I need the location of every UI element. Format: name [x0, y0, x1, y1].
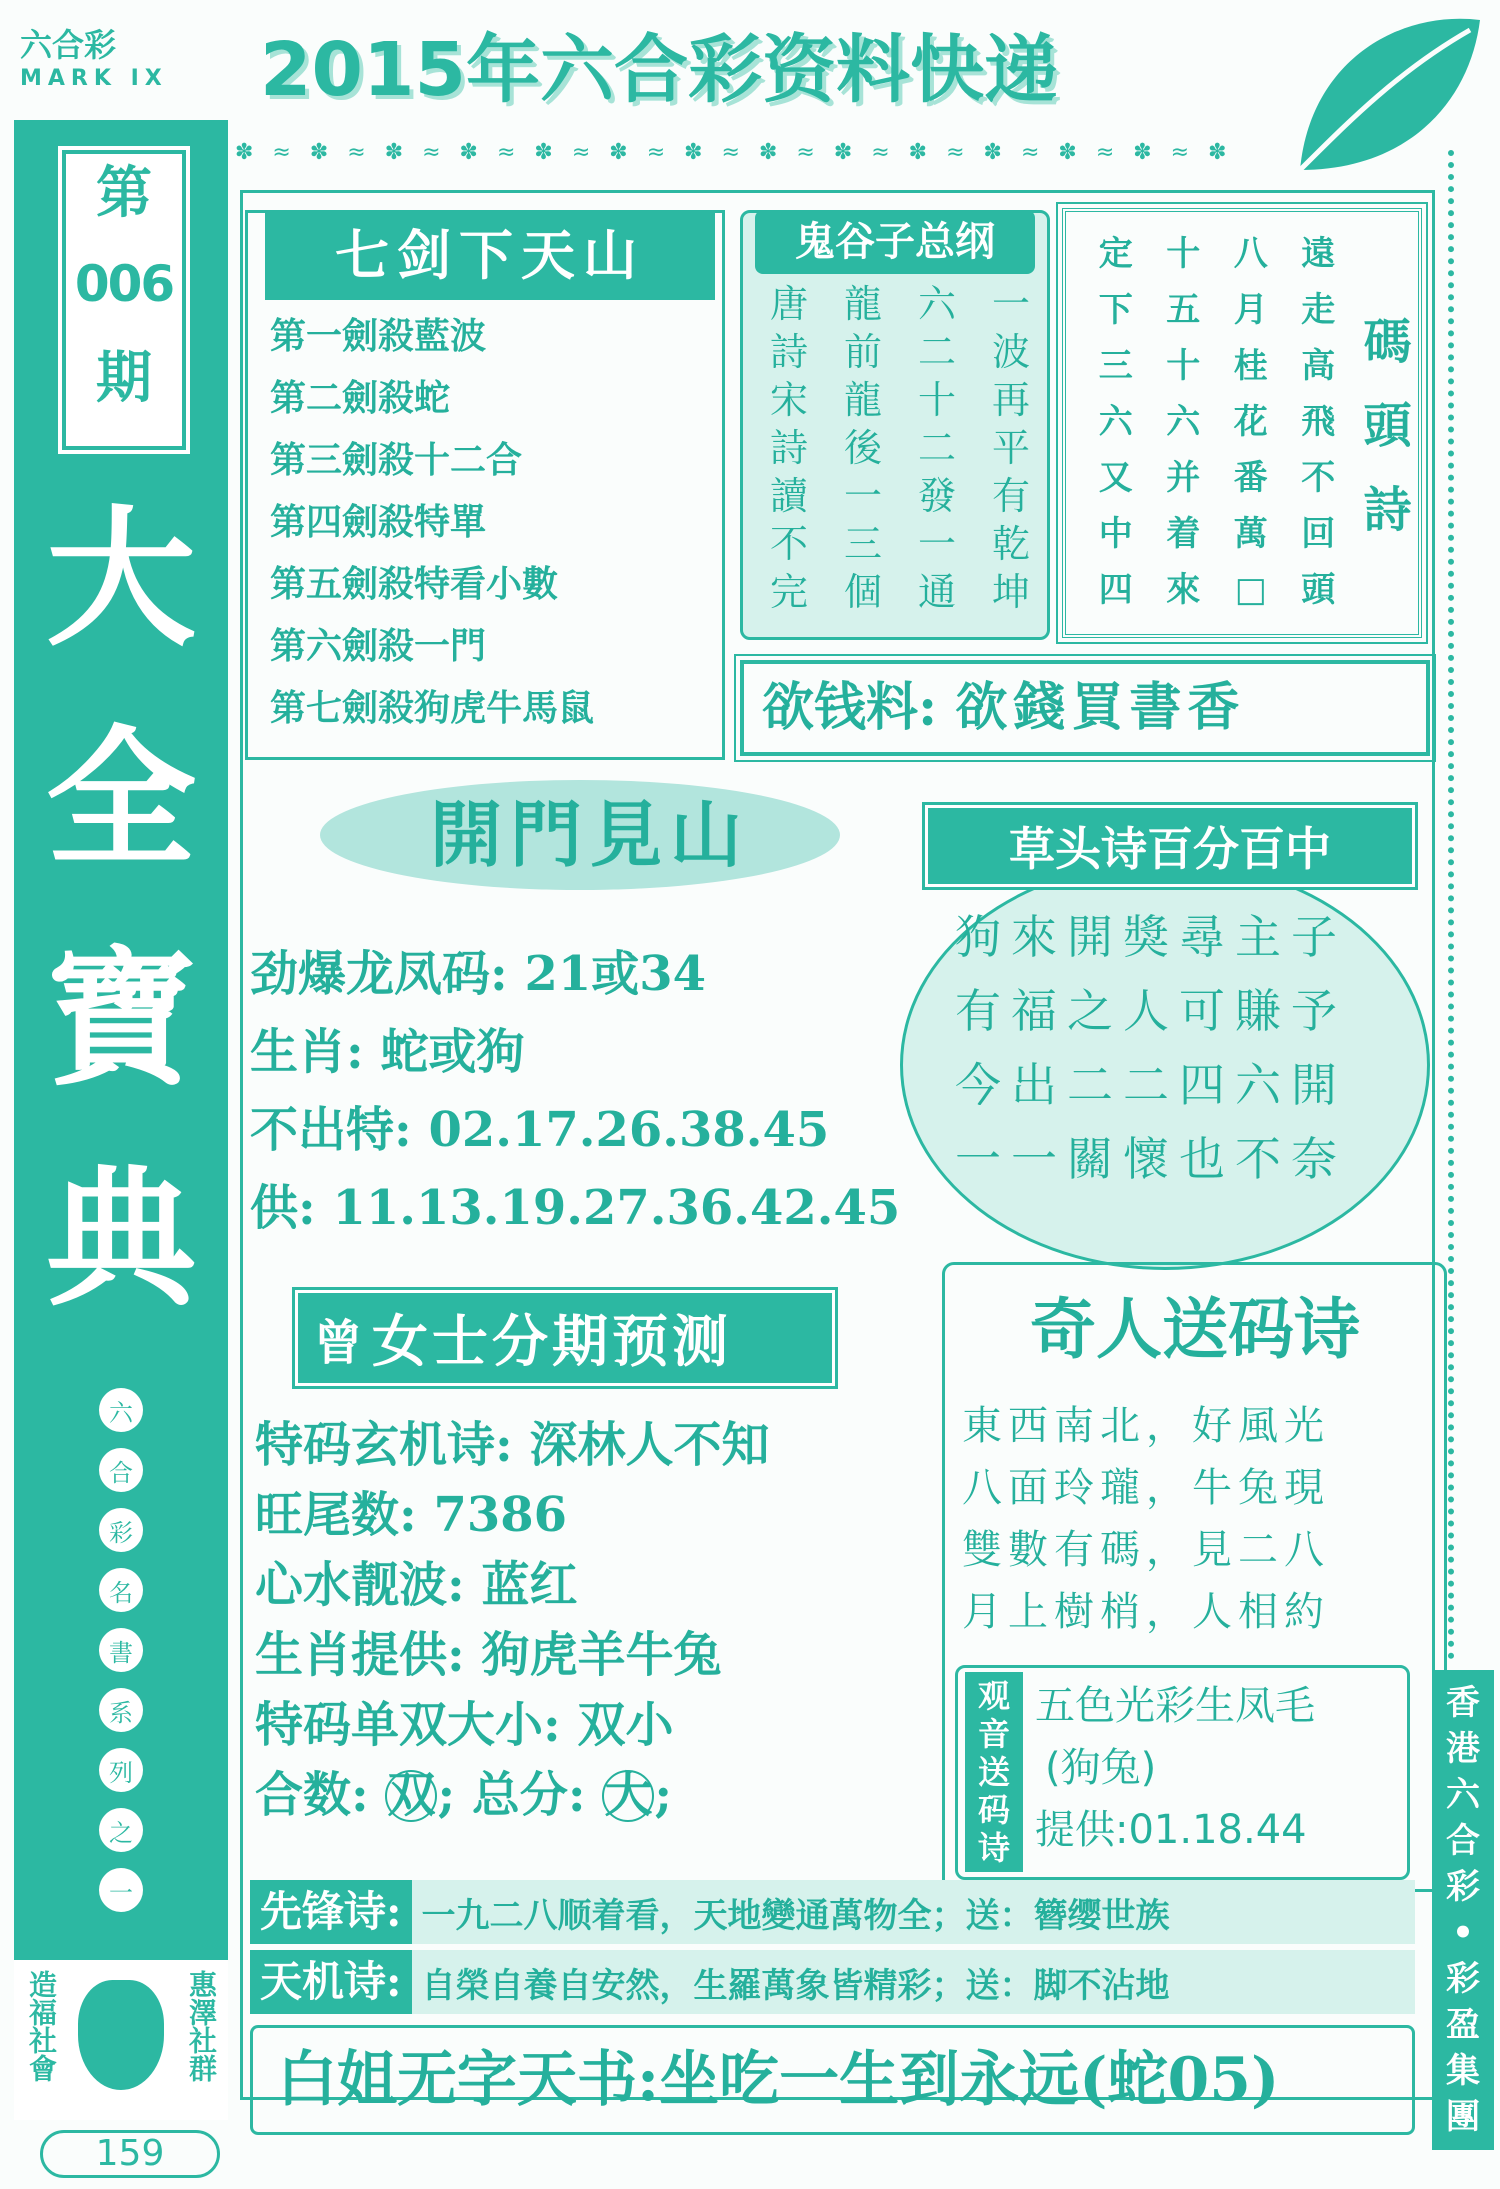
label: 供:: [250, 1180, 316, 1236]
poem-line: 雙數有碼，見二八: [962, 1527, 1330, 1573]
strip-char: 港: [1446, 1729, 1480, 1769]
lady-line: [255, 1690, 935, 1760]
sword-line: 第一劍殺藍波: [270, 315, 487, 357]
lady-forecast-list: [255, 1410, 935, 1850]
guiguzi-col: [844, 280, 882, 630]
cell: 飛: [1301, 402, 1336, 442]
cell: 二: [917, 330, 956, 374]
cell: 三: [1098, 346, 1133, 386]
cell: 又: [1098, 458, 1133, 498]
sword-line: 第五劍殺特看小數: [270, 563, 559, 605]
book-char: 大: [45, 493, 196, 667]
sword-line: 第六劍殺一門: [270, 625, 487, 667]
strip-char: 香: [1446, 1683, 1480, 1723]
lady-line: [255, 1480, 935, 1550]
lady-line: [255, 1410, 935, 1480]
title-char: 碼: [1363, 314, 1412, 370]
lady-icon: 曾: [314, 1314, 363, 1371]
cell: 并: [1166, 458, 1201, 498]
series-column: [99, 1380, 143, 1940]
cell: 坤: [991, 570, 1030, 614]
cell: 十: [1166, 234, 1201, 274]
poem-line: 一一關懷也不奈: [955, 1132, 1347, 1186]
pioneer-poem: [250, 1880, 1415, 1944]
issue-number: 006: [74, 255, 174, 313]
value: 蛇或狗: [380, 1024, 525, 1080]
sidebar: [14, 120, 228, 2100]
series-char: 列: [99, 1748, 143, 1792]
cell: 月: [1233, 290, 1268, 330]
cell: 花: [1233, 402, 1268, 442]
cell: 萬: [1233, 514, 1268, 554]
cell: 十: [1166, 346, 1201, 386]
strip-char: 集: [1446, 2051, 1480, 2091]
circled-value: 双: [387, 1767, 436, 1823]
badge-char: 诗: [977, 1829, 1010, 1867]
cell: 有: [991, 474, 1030, 518]
strip-char: 彩: [1446, 1867, 1480, 1907]
series-char: 彩: [99, 1508, 143, 1552]
value: 7386: [433, 1487, 568, 1543]
odd-person-title: 奇人送码诗: [1030, 1291, 1360, 1368]
cell: 詩: [770, 426, 809, 470]
money-tip-label: 欲钱料:: [762, 677, 938, 738]
value: 02.17.26.38.45: [428, 1102, 830, 1158]
kaimen-line: [250, 1169, 930, 1247]
logo-sub: MARK IX: [20, 66, 168, 91]
sword-line: 第四劍殺特單: [270, 501, 487, 543]
series-char: 六: [99, 1388, 143, 1432]
seven-swords-list: [270, 305, 720, 745]
poem-line: 今出二二四六開: [955, 1058, 1347, 1112]
odd-person-lines: [962, 1395, 1432, 1655]
poem-line: 月上樹梢，人相約: [962, 1589, 1330, 1635]
cell: 六: [917, 282, 956, 326]
cell: 番: [1233, 458, 1268, 498]
cell: 詩: [770, 330, 809, 374]
seal-left-text: 造福社會: [25, 1970, 58, 2082]
cell: □: [1234, 570, 1267, 610]
pioneer-label: 先锋诗:: [250, 1880, 412, 1944]
cell: 完: [770, 570, 809, 614]
guanyin-line: (狗兔): [1045, 1745, 1157, 1791]
separator: ;: [654, 1767, 673, 1823]
label: 生肖:: [250, 1024, 364, 1080]
logo: [20, 20, 220, 100]
poem-line: 有福之人可賺予: [955, 984, 1347, 1038]
title-char: 頭: [1363, 398, 1412, 454]
cell: 着: [1166, 514, 1201, 554]
cell: 一: [917, 522, 956, 566]
cell: 讀: [770, 474, 809, 518]
lady-line: [255, 1550, 935, 1620]
code-head-title: [1360, 300, 1415, 560]
guanyin-line: 五色光彩生凤毛: [1035, 1683, 1315, 1729]
issue-box: [62, 150, 186, 450]
cell: 定: [1098, 234, 1133, 274]
issue-suffix: 期: [96, 346, 152, 411]
lady-forecast-title: 女士分期预测: [372, 1310, 733, 1375]
cell: 個: [843, 570, 882, 614]
baijie-box: [250, 2025, 1415, 2135]
poem-line: 狗來開獎尋主子: [955, 910, 1347, 964]
strip-char: 合: [1446, 1821, 1480, 1861]
logo-main: 六合彩: [20, 26, 117, 64]
book-char: 全: [45, 713, 196, 887]
issue-prefix: 第: [96, 161, 152, 226]
series-char: 書: [99, 1628, 143, 1672]
guiguzi-col: [918, 280, 956, 630]
value: 深林人不知: [529, 1417, 770, 1473]
grass-poem-title: 草头诗百分百中: [925, 805, 1415, 887]
cell: 二: [917, 426, 956, 470]
cell: 桂: [1233, 346, 1268, 386]
book-title: [34, 470, 208, 1370]
cell: 通: [917, 570, 956, 614]
cell: 中: [1098, 514, 1133, 554]
tianji-text: 自榮自養自安然，生羅萬象皆精彩；送：脚不沾地: [421, 1965, 1170, 2006]
ornament-column: [1448, 150, 1488, 1660]
cell: 回: [1301, 514, 1336, 554]
baijie-text: 白姐无字天书:坐吃一生到永远(蛇05): [277, 2045, 1280, 2115]
book-char: 寶: [45, 933, 196, 1107]
series-char: 名: [99, 1568, 143, 1612]
page-number: [40, 2130, 220, 2178]
value: 双小: [577, 1697, 674, 1753]
cell: 來: [1166, 570, 1201, 610]
cell: 乾: [991, 522, 1030, 566]
guiguzi-title: 鬼谷子总纲: [755, 210, 1035, 274]
sword-line: 第二劍殺蛇: [270, 377, 451, 419]
grass-poem-lines: [955, 900, 1395, 1220]
cell: 三: [843, 522, 882, 566]
cell: 一: [843, 474, 882, 518]
circled-value: 大: [604, 1767, 653, 1823]
guanyin-line: 提供:01.18.44: [1035, 1807, 1307, 1853]
label: 生肖提供:: [255, 1627, 465, 1683]
cell: 後: [843, 426, 882, 470]
badge-char: 码: [977, 1791, 1010, 1829]
code-head-grid: [1082, 230, 1352, 630]
value: 蓝红: [481, 1557, 578, 1613]
title-char: 詩: [1363, 482, 1412, 538]
money-tip: [740, 660, 1430, 756]
kaimen-line: [250, 1091, 930, 1169]
cell: 五: [1166, 290, 1201, 330]
book-char: 典: [45, 1153, 196, 1327]
label: 特码玄机诗:: [255, 1417, 513, 1473]
cell: 平: [991, 426, 1030, 470]
right-strip: [1432, 1670, 1494, 2150]
guanyin-badge: [965, 1672, 1023, 1872]
label: 旺尾数:: [255, 1487, 417, 1543]
cell: 一: [991, 282, 1030, 326]
cell: 龍: [843, 282, 882, 326]
label: 特码单双大小:: [255, 1697, 561, 1753]
lady-line-last: [255, 1760, 935, 1830]
cell: 八: [1233, 234, 1268, 274]
cell: 再: [991, 378, 1030, 422]
badge-char: 送: [977, 1753, 1010, 1791]
label: 合数:: [255, 1767, 369, 1823]
series-char: 一: [99, 1868, 143, 1912]
cell: 不: [1301, 458, 1336, 498]
tianji-poem: [250, 1950, 1415, 2014]
kaimen-list: [250, 935, 930, 1255]
cell: 宋: [770, 378, 809, 422]
poem-line: 東西南北，好風光: [962, 1403, 1330, 1449]
guiguzi-col: [992, 280, 1030, 630]
seal-area: [14, 1960, 228, 2120]
cell: 走: [1301, 290, 1336, 330]
kaimen-title: 開門見山: [429, 792, 750, 877]
cell: 波: [991, 330, 1030, 374]
page-number-text: 159: [95, 2133, 165, 2174]
cell: 發: [917, 474, 956, 518]
value: 狗虎羊牛兔: [481, 1627, 722, 1683]
cell: 高: [1301, 346, 1336, 386]
strip-char: •: [1452, 1913, 1474, 1953]
ornament-row: ✽ ≈ ✽ ≈ ✽ ≈ ✽ ≈ ✽ ≈ ✽ ≈ ✽ ≈ ✽ ≈ ✽ ≈ ✽ ≈ ✽ ≈ ✽ ≈ ✽ ≈ ✽: [235, 140, 1233, 165]
sword-line: 第三劍殺十二合: [270, 439, 523, 481]
separator: ;: [437, 1767, 456, 1823]
label: 心水靓波:: [255, 1557, 465, 1613]
label: 不出特:: [250, 1102, 412, 1158]
strip-char: 盈: [1446, 2005, 1480, 2045]
page-title: 2015年六合彩资料快递: [260, 27, 1058, 113]
tianji-label: 天机诗:: [250, 1950, 412, 2014]
lady-line: [255, 1620, 935, 1690]
cell: 四: [1098, 570, 1133, 610]
value: 11.13.19.27.36.42.45: [332, 1180, 901, 1236]
value: 21或34: [524, 946, 707, 1002]
strip-char: 六: [1446, 1775, 1480, 1815]
series-char: 合: [99, 1448, 143, 1492]
sword-line: 第七劍殺狗虎牛馬鼠: [270, 687, 595, 729]
badge-char: 观: [977, 1677, 1010, 1715]
cell: 頭: [1301, 570, 1336, 610]
poem-line: 八面玲瓏，牛兔現: [962, 1465, 1330, 1511]
seven-swords-title: 七剑下天山: [265, 210, 715, 300]
guanyin-text: [1035, 1675, 1405, 1875]
cell: 六: [1166, 402, 1201, 442]
cell: 六: [1098, 402, 1133, 442]
cell: 唐: [770, 282, 809, 326]
series-char: 系: [99, 1688, 143, 1732]
lady-forecast-title-box: [295, 1290, 835, 1386]
strip-char: 彩: [1446, 1959, 1480, 1999]
kaimen-line: [250, 1013, 930, 1091]
strip-char: 團: [1446, 2097, 1480, 2137]
label: 总分:: [471, 1767, 586, 1823]
money-tip-value: 欲錢買書香: [955, 677, 1246, 738]
seal-emblem-icon: [78, 1980, 164, 2090]
cell: 下: [1098, 290, 1133, 330]
seal-right-text: 惠澤社群: [185, 1970, 218, 2082]
label: 劲爆龙凤码:: [250, 946, 508, 1002]
series-char: 之: [99, 1808, 143, 1852]
badge-char: 音: [977, 1715, 1010, 1753]
cell: 前: [843, 330, 882, 374]
guiguzi-col: [770, 280, 808, 630]
kaimen-line: [250, 935, 930, 1013]
cell: 不: [770, 522, 809, 566]
cell: 十: [917, 378, 956, 422]
cell: 龍: [843, 378, 882, 422]
cell: 遠: [1301, 234, 1336, 274]
pioneer-text: 一九二八顺着看，天地變通萬物全；送：簪缨世族: [421, 1895, 1170, 1936]
guiguzi-grid: [770, 280, 1030, 630]
